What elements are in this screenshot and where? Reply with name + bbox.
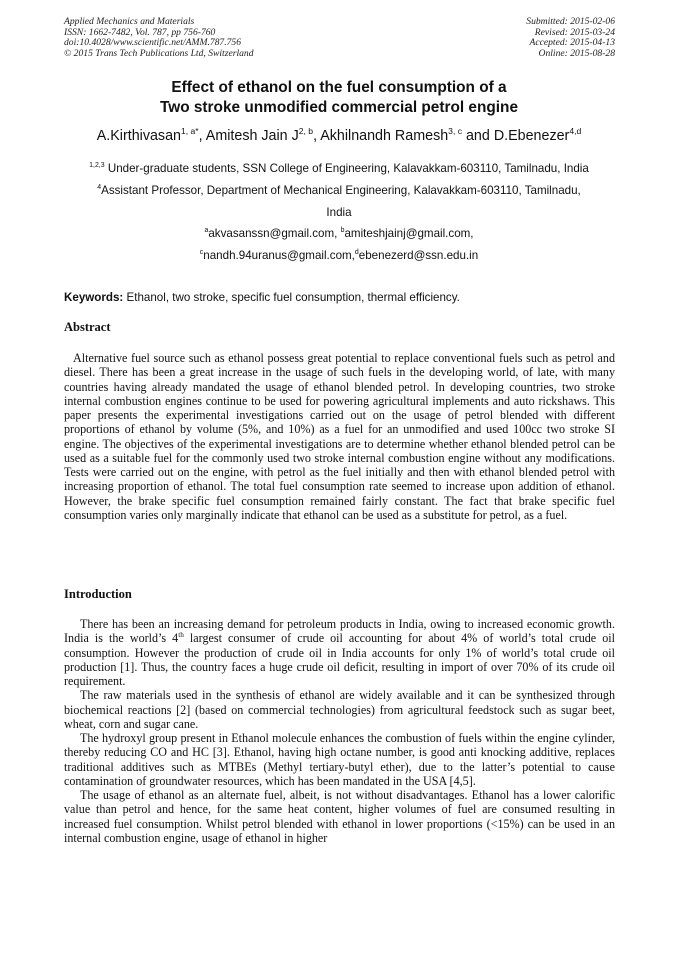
author-name: D.Ebenezer	[493, 128, 570, 144]
title-line-2: Two stroke unmodified commercial petrol engine	[159, 98, 519, 116]
email-d: ebenezerd@ssn.edu.in	[358, 249, 479, 262]
submitted-date: Submitted: 2015-02-06	[526, 16, 615, 27]
revised-date: Revised: 2015-03-24	[534, 26, 615, 38]
author-sup: 3, c	[448, 126, 462, 137]
author-sep: and	[462, 128, 494, 144]
title-line-1: Effect of ethanol on the fuel consumption of a	[171, 79, 507, 96]
intro-paragraph-1	[64, 617, 615, 688]
email-sup: b	[340, 227, 345, 235]
affiliation-sup: 1,2,3	[89, 162, 105, 170]
ordinal-sup: th	[178, 631, 184, 640]
author-name: Amitesh Jain J	[205, 128, 299, 144]
intro-paragraph-3: The hydroxyl group present in Ethanol molecule enhances the combustion of fuels within the engine cylinder, thereby reducing CO and HC [3]. Ethanol, having high octane number, is good anti knocking additive, replaces traditional additives such as MTBEs (Methyl tertiary-butyl ether), due to the latter’s potential to cause contamination of groundwater resources, which has been mandated in the USA [4,5].	[64, 731, 615, 788]
affiliation-sup: 4	[97, 184, 102, 192]
keywords	[64, 291, 460, 304]
online-date: Online: 2015-08-28	[538, 47, 615, 59]
copyright: © 2015 Trans Tech Publications Ltd, Switzerland	[64, 47, 254, 59]
email-sup: d	[354, 249, 359, 257]
intro-text: largest consumer of crude oil accounting for about 4% of world’s total crude oil consumption. However the production of crude oil in India accounts for only 1% of world’s total crude oil production [1]. Thus, the country faces a huge crude oil deficit, resulting in import of over 70% of its crude oil requirement.	[64, 631, 615, 688]
affiliation-text: Under-graduate students, SSN College of Engineering, Kalavakkam-603110, Tamilnadu, India	[104, 162, 589, 175]
intro-text: There has been an increasing demand for petroleum products in India, owing to increased economic growth. India is the world’s 4	[64, 617, 615, 646]
intro-paragraph-2: The raw materials used in the synthesis of ethanol are widely available and it can be synthesized through biochemical reactions [2] (based on commercial technologies) from agricultural feedstock such as sugar beet, wheat, corn and sugar cane.	[64, 688, 615, 731]
keywords-label: Keywords:	[64, 291, 124, 304]
dates-header	[526, 17, 615, 59]
author-sup: 2, b	[298, 126, 314, 137]
issn: ISSN: 1662-7482, Vol. 787, pp 756-760	[64, 26, 216, 38]
paper-title	[0, 78, 678, 117]
email-sup: c	[199, 249, 204, 257]
introduction-body	[64, 617, 615, 845]
author-sup: 1, a*	[180, 126, 199, 137]
email-line-2	[0, 249, 678, 262]
author-name: Akhilnandh Ramesh	[320, 128, 449, 144]
author-name: A.Kirthivasan	[96, 128, 181, 144]
author-list	[0, 128, 678, 144]
introduction-heading: Introduction	[64, 587, 132, 601]
email-b: amiteshjainj@gmail.com,	[344, 227, 474, 240]
affiliation-text: Assistant Professor, Department of Mechanical Engineering, Kalavakkam-603110, Tamilnadu,	[101, 184, 581, 197]
doi: doi:10.4028/www.scientific.net/AMM.787.756	[64, 37, 242, 49]
keywords-text: Ethanol, two stroke, specific fuel consumption, thermal efficiency.	[123, 291, 460, 304]
journal-header	[64, 17, 254, 59]
email-sup: a	[204, 227, 209, 235]
author-sep: ,	[313, 128, 321, 144]
accepted-date: Accepted: 2015-04-13	[529, 37, 615, 49]
email-c: nandh.94uranus@gmail.com,	[203, 249, 355, 262]
author-sep: ,	[198, 128, 206, 144]
email-line-1	[0, 227, 678, 240]
affiliation-2	[0, 184, 678, 197]
abstract-heading: Abstract	[64, 320, 111, 334]
abstract-text: Alternative fuel source such as ethanol possess great potential to replace conventional fuels such as petrol and diesel. There has been a great increase in the usage of such fuels in the developing world, of late, with many countries having already mandated the usage of ethanol blended petrol. In developing countries, two stroke internal combustion engines continue to be used for powering agricultural implements and auto rickshaws. This paper presents the experimental investigations carried out on the usage of petrol blended with different proportions of ethanol by volume (5%, and 10%) as a fuel for an unmodified and used 100cc two stroke SI engine. The objectives of the experimental investigations are to determine whether ethanol blended petrol can be used as a suitable fuel for the commonly used two stroke internal combustion engine without any modifications. Tests were carried out on the engine, with petrol as the fuel initially and then with ethanol blended petrol with increasing proportion of ethanol. The total fuel consumption rate seemed to increase upon addition of ethanol. However, the brake specific fuel consumption remained fairly constant. The fact that brake specific fuel consumption varies only marginally indicate that ethanol can be used as a substitute for petrol, as a fuel.	[64, 351, 615, 522]
journal-name: Applied Mechanics and Materials	[64, 16, 195, 27]
intro-paragraph-4: The usage of ethanol as an alternate fuel, albeit, is not without disadvantages. Ethanol has a lower calorific value than petrol and hence, for the same heat content, higher volumes of fuel are consumed resulting in increased fuel consumption. Whilst petrol blended with ethanol in lower proportions (<15%) can be used in an internal combustion engine, usage of ethanol in higher	[64, 788, 615, 845]
email-a: akvasanssn@gmail.com,	[208, 227, 341, 240]
author-sup: 4,d	[569, 126, 582, 137]
affiliation-country: India	[326, 206, 352, 219]
affiliation-1	[0, 162, 678, 175]
